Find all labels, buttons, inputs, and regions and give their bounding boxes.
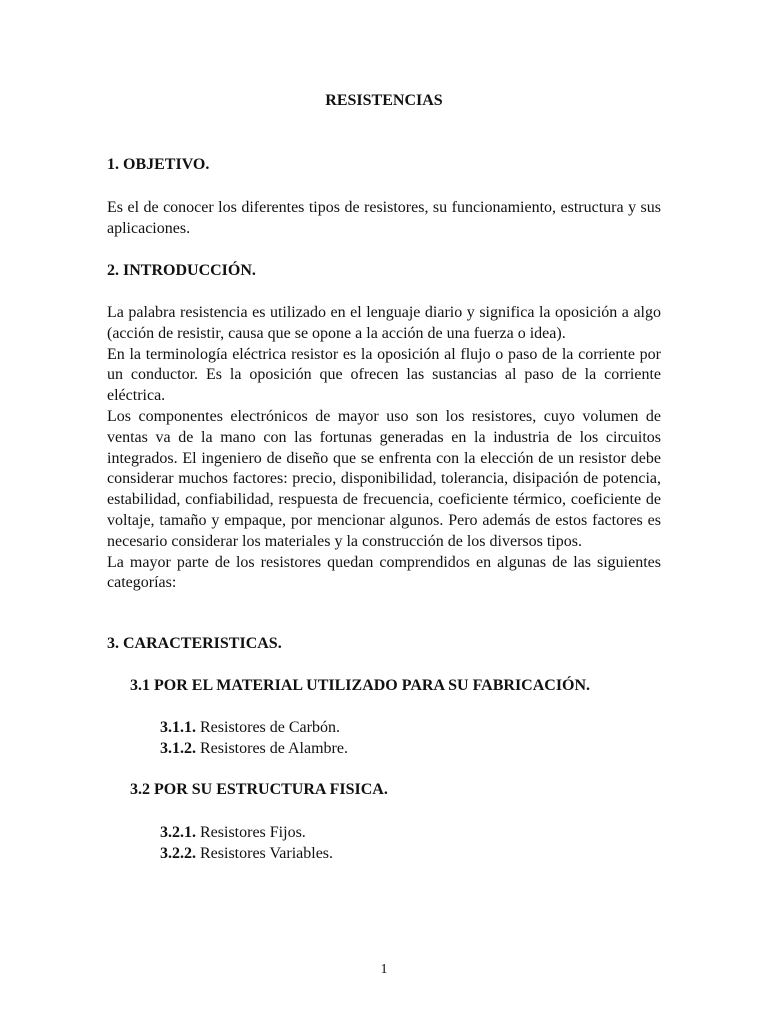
section-heading-introduccion: 2. INTRODUCCIÓN. (107, 262, 256, 279)
list-item-text: Resistores Fijos. (196, 824, 306, 841)
material-list (160, 717, 348, 759)
estructura-list (160, 822, 333, 864)
section-heading-caracteristicas: 3. CARACTERISTICAS. (107, 635, 282, 652)
list-item-text: Resistores de Alambre. (196, 740, 348, 757)
page-number: 1 (380, 962, 388, 977)
list-item-text: Resistores de Carbón. (196, 719, 340, 736)
list-item (160, 717, 348, 738)
objetivo-paragraph (107, 198, 661, 240)
subsection-heading-estructura: 3.2 POR SU ESTRUCTURA FISICA. (130, 781, 388, 798)
subsection-heading-material: 3.1 POR EL MATERIAL UTILIZADO PARA SU FABRICACIÓN. (130, 677, 591, 694)
list-item (160, 822, 333, 843)
introduccion-paragraph-3: Los componentes electrónicos de mayor uso son los resistores, cuyo volumen de ventas va de la mano con las fortunas generadas en la industria de los circuitos integrados. El ingeniero de diseño que se enfrenta con la elección de un resistor debe considerar muchos factores: precio, disponibilidad, tolerancia, disipación de potencia, estabilidad, confiabilidad, respuesta de frecuencia, coeficiente térmico, coeficiente de voltaje, tamaño y empaque, por mencionar algunos. Pero además de estos factores es necesario considerar los materiales y la construcción de los diversos tipos. (107, 407, 661, 550)
list-item-text: Resistores Variables. (196, 845, 334, 862)
objetivo-text: Es el de conocer los diferentes tipos de resistores, su funcionamiento, estructura y sus aplicaciones. (107, 199, 661, 237)
list-item (160, 738, 348, 759)
list-item (160, 843, 333, 864)
list-item-number: 3.2.2. (160, 845, 196, 862)
introduccion-body (107, 303, 661, 594)
introduccion-paragraph-1: La palabra resistencia es utilizado en el lenguaje diario y significa la oposición a algo (acción de resistir, causa que se opone a la acción de una fuerza o idea). (107, 304, 661, 342)
introduccion-paragraph-4: La mayor parte de los resistores quedan comprendidos en algunas de las siguientes categorías: (107, 553, 661, 592)
section-heading-objetivo: 1. OBJETIVO. (107, 156, 210, 173)
list-item-number: 3.1.1. (160, 719, 196, 736)
introduccion-paragraph-2: En la terminología eléctrica resistor es la oposición al flujo o paso de la corriente por un conductor. Es la oposición que ofrecen las sustancias al paso de la corriente eléctrica. (107, 345, 661, 405)
list-item-number: 3.2.1. (160, 824, 196, 841)
document-title: RESISTENCIAS (325, 92, 443, 109)
list-item-number: 3.1.2. (160, 740, 196, 757)
